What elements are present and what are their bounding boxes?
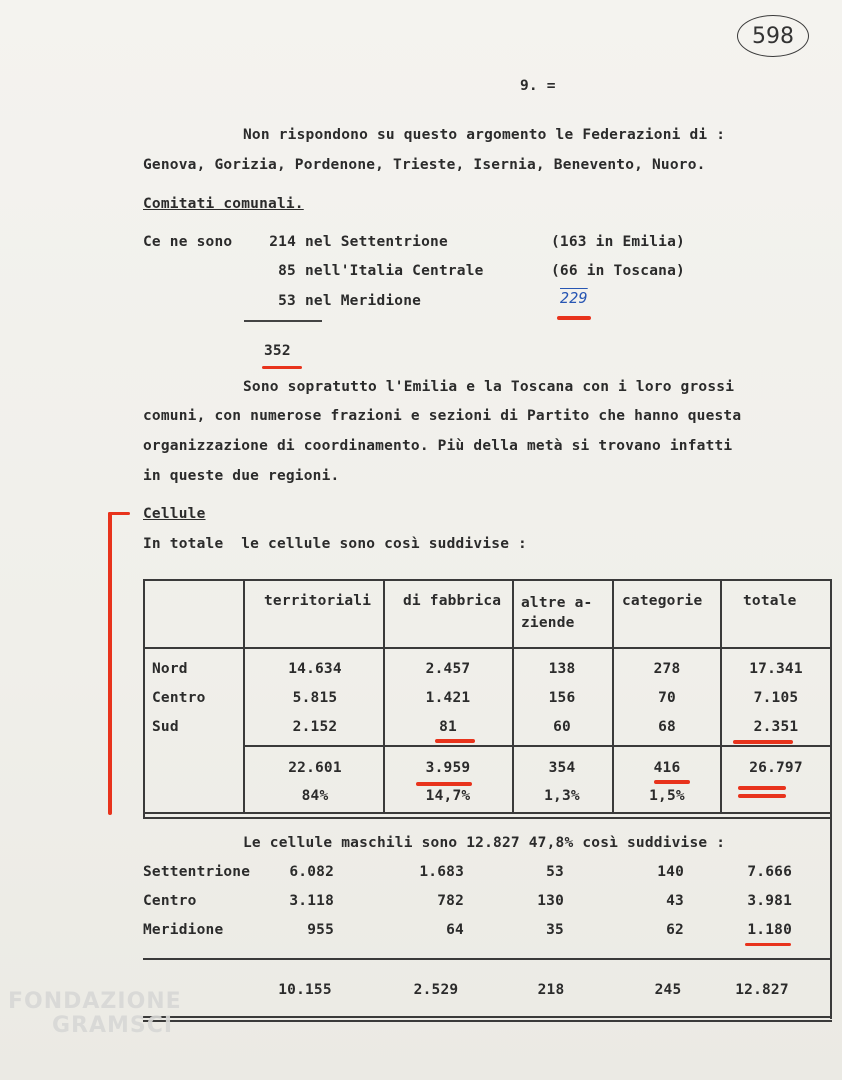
cell: 2.529 [413,982,459,998]
cell: 955 [307,922,334,938]
header-territoriali: territoriali [264,593,372,609]
comitati-label-1: nel Settentrione [305,234,448,250]
cell: 7.105 [753,690,799,706]
male-intro: Le cellule maschili sono 12.827 47,8% così suddivise : [243,835,726,851]
comitati-note-1: (163 in Emilia) [551,234,685,250]
comitati-para-2: comuni, con numerose frazioni e sezioni di Partito che hanno questa [143,408,742,424]
row-label-nord: Nord [152,661,188,677]
male-row-label: Centro [143,893,197,909]
cell: 84% [301,788,329,804]
red-margin-bracket-top [108,512,130,515]
page-stamp: 598 [737,15,809,57]
cell: 245 [654,982,682,998]
cell: 14,7% [425,788,471,804]
cell: 354 [548,760,576,776]
cell: 2.152 [292,719,338,735]
cell: 140 [657,864,684,880]
header-altre-aziende: altre a- ziende [521,595,593,631]
cell: 130 [537,893,564,909]
cell: 70 [658,690,676,706]
comitati-label-3: nel Meridione [305,293,422,309]
cell: 7.666 [747,864,792,880]
sum-rule [244,320,322,322]
cell: 2.351 [753,719,799,735]
comitati-num-1: 214 [269,234,296,250]
cell: 1.180 [747,922,792,938]
cell: 416 [653,760,681,776]
comitati-num-2: 85 [278,263,296,279]
red-underline-2351 [733,740,793,744]
cell: 1.683 [419,864,464,880]
red-underline-total [262,366,302,369]
comitati-heading: Comitati comunali. [143,196,304,212]
cell: 53 [546,864,564,880]
cell: 1.421 [425,690,471,706]
red-underline-sum [557,316,591,320]
cellule-heading: Cellule [143,506,206,522]
header-totale: totale [743,593,797,609]
male-row-label: Settentrione [143,864,251,880]
comitati-para-3: organizzazione di coordinamento. Più della metà si trovano infatti [143,438,733,454]
watermark-line-2: GRAMSCI [52,1013,174,1038]
cell: 5.815 [292,690,338,706]
cell: 1,3% [544,788,580,804]
table-col-sep-1 [243,579,245,812]
cell: 14.634 [288,661,342,677]
cell: 3.981 [747,893,792,909]
cell: 1,5% [649,788,685,804]
cell: 43 [666,893,684,909]
table-subtotal-rule [243,745,832,747]
intro-line-1: Non rispondono su questo argomento le Federazioni di : [243,127,726,143]
cell: 68 [658,719,676,735]
cell: 26.797 [749,760,803,776]
table-right-border [830,579,832,1019]
cell: 10.155 [278,982,332,998]
table-bottom-rule [143,1016,832,1018]
cell: 17.341 [749,661,803,677]
comitati-lead: Ce ne sono [143,234,233,250]
header-categorie: categorie [622,593,703,609]
cell: 35 [546,922,564,938]
cell: 2.457 [425,661,471,677]
header-di-fabbrica: di fabbrica [403,593,502,609]
row-label-centro: Centro [152,690,206,706]
intro-line-2: Genova, Gorizia, Pordenone, Trieste, Isernia, Benevento, Nuoro. [143,157,706,173]
cell: 60 [553,719,571,735]
cell: 62 [666,922,684,938]
red-mark-1 [738,786,786,790]
table-male-total-rule [143,958,832,960]
watermark-logo [8,990,182,1038]
comitati-para-4: in queste due regioni. [143,468,340,484]
table-mid-rule [143,812,832,814]
red-underline-1180 [745,943,791,946]
cell: 218 [537,982,565,998]
cell: 3.959 [425,760,471,776]
table-left-border [143,579,145,817]
comitati-para-1: Sono sopratutto l'Emilia e la Toscana con i loro grossi [243,379,735,395]
table-col-sep-2 [383,579,385,812]
cell: 782 [437,893,464,909]
cell: 278 [653,661,681,677]
cell: 81 [439,719,457,735]
table-bottom-rule-2 [143,1020,832,1022]
row-label-sud: Sud [152,719,179,735]
red-underline-3959 [416,782,472,786]
red-mark-2 [738,794,786,798]
male-row-label: Meridione [143,922,224,938]
cellule-subtitle: In totale le cellule sono così suddivise : [143,536,527,552]
cell: 138 [548,661,576,677]
red-underline-81 [435,739,475,743]
page-number: 9. = [520,78,556,94]
cell: 22.601 [288,760,342,776]
cell: 3.118 [289,893,334,909]
red-margin-bracket [108,512,112,815]
comitati-handwritten-sum: 229 [560,289,588,307]
comitati-label-2: nell'Italia Centrale [305,263,484,279]
watermark-line-1: FONDAZIONE [8,989,182,1014]
cell: 12.827 [735,982,789,998]
comitati-num-3: 53 [278,293,296,309]
cell: 6.082 [289,864,334,880]
cell: 156 [548,690,576,706]
red-underline-416 [654,780,690,784]
cell: 64 [446,922,464,938]
table-mid-rule-2 [143,817,832,819]
comitati-note-2: (66 in Toscana) [551,263,685,279]
table-header-rule [143,647,832,649]
table-top-border [143,579,832,581]
comitati-total: 352 [264,343,291,359]
